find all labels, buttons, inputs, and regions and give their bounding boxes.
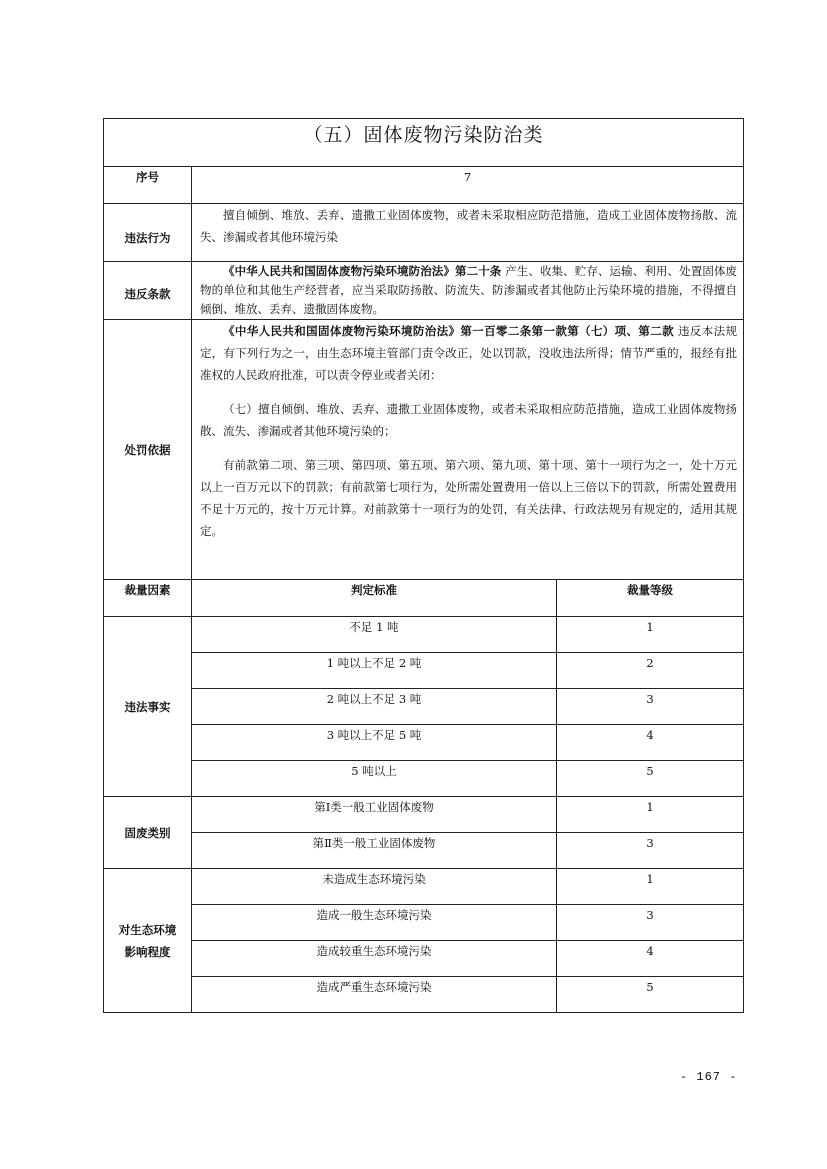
violated-clause-text bbox=[192, 262, 743, 319]
factor-row bbox=[104, 689, 744, 725]
criteria-cell: 造成一般生态环境污染 bbox=[192, 905, 557, 941]
criteria-cell: 2 吨以上不足 3 吨 bbox=[192, 689, 557, 725]
factor-row bbox=[104, 617, 744, 653]
criteria-cell: 第Ⅰ类一般工业固体废物 bbox=[192, 797, 557, 833]
behavior-text: 擅自倾倒、堆放、丢弃、遗撒工业固体废物，或者未采取相应防范措施，造成工业固体废物扬散、流失、渗漏或者其他环境污染 bbox=[200, 208, 738, 244]
penalty-basis-p1-body: 违反本法规定，有下列行为之一，由生态环境主管部门责令改正，处以罚款，没收违法所得；情节严重的，报经有批准权的人民政府批准，可以责令停业或者关闭： bbox=[200, 324, 738, 382]
table-title: （五）固体废物污染防治类 bbox=[303, 124, 544, 146]
penalty-basis-law: 《中华人民共和国固体废物污染环境防治法》第一百零二条第一款第（七）项、第二款 bbox=[223, 324, 675, 338]
header-level: 裁量等级 bbox=[557, 580, 744, 617]
level-cell: 1 bbox=[557, 869, 744, 905]
factor-label-facts: 违法事实 bbox=[104, 617, 192, 797]
factor-row bbox=[104, 653, 744, 689]
criteria-cell: 3 吨以上不足 5 吨 bbox=[192, 725, 557, 761]
factor-label-eco-impact-line2: 影响程度 bbox=[124, 944, 171, 959]
page-number: - 167 - bbox=[680, 1070, 738, 1084]
factor-row bbox=[104, 869, 744, 905]
violated-clause-law: 《中华人民共和国固体废物污染环境防治法》第二十条 bbox=[223, 264, 502, 278]
table-title-cell bbox=[104, 119, 744, 167]
serial-label: 序号 bbox=[104, 167, 192, 204]
penalty-basis-p2: （七）擅自倾倒、堆放、丢弃、遗撒工业固体废物，或者未采取相应防范措施，造成工业固体废物扬散、流失、渗漏或者其他环境污染的； bbox=[200, 402, 738, 438]
factor-row bbox=[104, 977, 744, 1013]
penalty-basis-cell bbox=[192, 320, 744, 580]
level-cell: 5 bbox=[557, 761, 744, 797]
factor-row bbox=[104, 761, 744, 797]
penalty-basis-label: 处罚依据 bbox=[104, 320, 192, 580]
level-cell: 4 bbox=[557, 725, 744, 761]
criteria-cell: 5 吨以上 bbox=[192, 761, 557, 797]
behavior-label: 违法行为 bbox=[104, 204, 192, 262]
serial-value: 7 bbox=[192, 167, 744, 204]
level-cell: 2 bbox=[557, 653, 744, 689]
factor-row bbox=[104, 797, 744, 833]
criteria-cell: 造成较重生态环境污染 bbox=[192, 941, 557, 977]
violated-clause-body: 产生、收集、贮存、运输、利用、处置固体废物的单位和其他生产经营者，应当采取防扬散、防流失、防渗漏或者其他防止污染环境的措施，不得擅自倾倒、堆放、丢弃、遗撒固体废物。 bbox=[200, 264, 738, 316]
criteria-cell: 未造成生态环境污染 bbox=[192, 869, 557, 905]
level-cell: 3 bbox=[557, 689, 744, 725]
criteria-cell: 造成严重生态环境污染 bbox=[192, 977, 557, 1013]
level-cell: 1 bbox=[557, 617, 744, 653]
level-cell: 3 bbox=[557, 905, 744, 941]
factor-row bbox=[104, 941, 744, 977]
header-criteria: 判定标准 bbox=[192, 580, 557, 617]
penalty-basis-p1 bbox=[192, 320, 743, 386]
factor-row bbox=[104, 905, 744, 941]
penalty-basis-p3: 有前款第二项、第三项、第四项、第五项、第六项、第九项、第十项、第十一项行为之一，处十万元以上一百万元以下的罚款；有前款第七项行为，处所需处置费用一倍以上三倍以下的罚款，所需处置费用不足十万元的，按十万元计算。对前款第十一项行为的处罚，有关法律、行政法规另有规定的，适用其规定。 bbox=[200, 458, 738, 538]
factor-row bbox=[104, 833, 744, 869]
criteria-cell: 1 吨以上不足 2 吨 bbox=[192, 653, 557, 689]
criteria-cell: 不足 1 吨 bbox=[192, 617, 557, 653]
level-cell: 4 bbox=[557, 941, 744, 977]
factor-label-eco-impact-line1: 对生态环境 bbox=[118, 922, 177, 937]
behavior-cell bbox=[192, 204, 744, 262]
factor-row bbox=[104, 725, 744, 761]
level-cell: 3 bbox=[557, 833, 744, 869]
violated-clause-label: 违反条款 bbox=[104, 262, 192, 320]
penalty-discretion-table bbox=[103, 118, 744, 1013]
violated-clause-cell bbox=[192, 262, 744, 320]
criteria-cell: 第Ⅱ类一般工业固体废物 bbox=[192, 833, 557, 869]
level-cell: 5 bbox=[557, 977, 744, 1013]
factor-label-waste-type: 固废类别 bbox=[104, 797, 192, 869]
factor-label-eco-impact bbox=[104, 869, 192, 1013]
level-cell: 1 bbox=[557, 797, 744, 833]
header-factor: 裁量因素 bbox=[104, 580, 192, 617]
